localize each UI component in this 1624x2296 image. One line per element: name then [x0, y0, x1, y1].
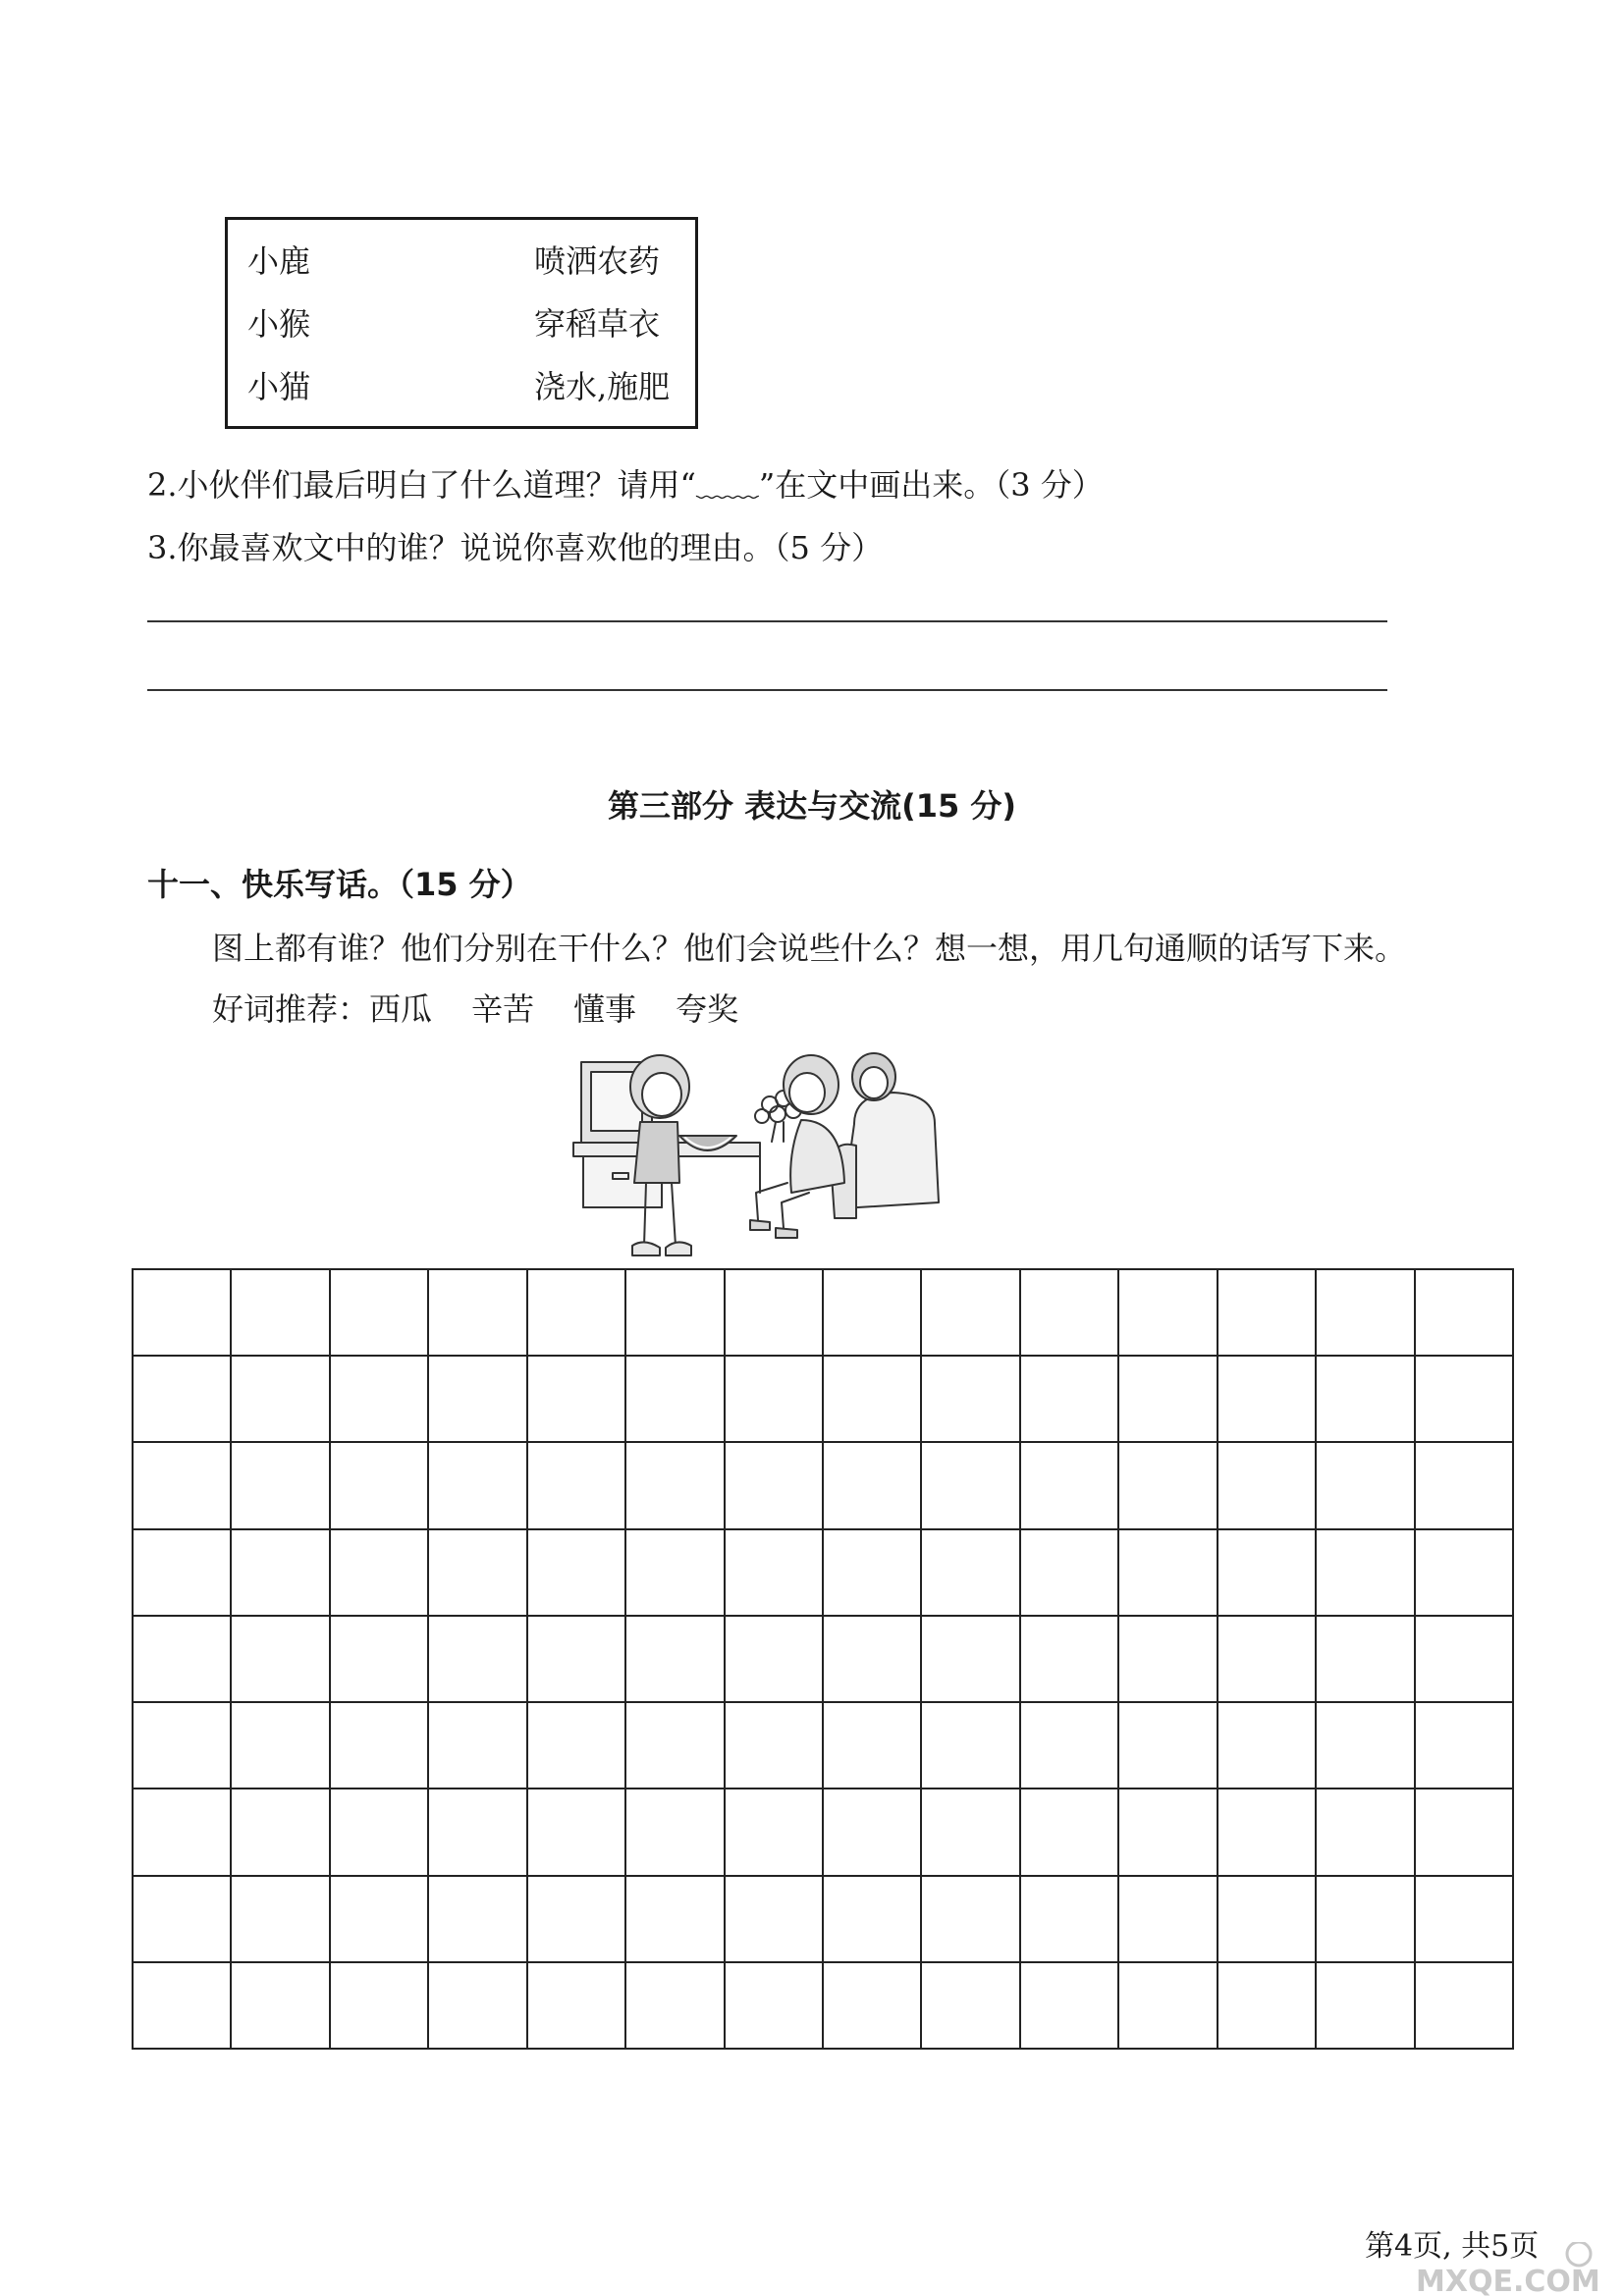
grid-cell[interactable] [1416, 1357, 1514, 1443]
grid-cell[interactable] [528, 1877, 626, 1963]
recommended-word: 西瓜 [369, 990, 433, 1028]
grid-cell[interactable] [626, 1789, 725, 1876]
grid-cell[interactable] [134, 1530, 232, 1617]
grid-cell[interactable] [1021, 1877, 1119, 1963]
grandma-figure [750, 1055, 844, 1238]
grid-cell[interactable] [1119, 1617, 1218, 1703]
grid-cell[interactable] [429, 1443, 527, 1529]
grid-cell[interactable] [824, 1530, 922, 1617]
matching-row [228, 367, 695, 406]
grid-cell[interactable] [331, 1789, 429, 1876]
grid-cell[interactable] [232, 1963, 330, 2050]
grid-cell[interactable] [528, 1963, 626, 2050]
grid-cell[interactable] [1317, 1270, 1415, 1357]
grid-cell[interactable] [824, 1877, 922, 1963]
grid-cell[interactable] [1317, 1617, 1415, 1703]
grid-cell[interactable] [726, 1270, 824, 1357]
grid-cell[interactable] [1218, 1270, 1317, 1357]
grid-cell[interactable] [1317, 1789, 1415, 1876]
grid-cell[interactable] [134, 1443, 232, 1529]
grid-cell[interactable] [1119, 1530, 1218, 1617]
grid-cell[interactable] [1021, 1270, 1119, 1357]
grid-cell[interactable] [232, 1443, 330, 1529]
matching-row [228, 304, 695, 344]
grid-cell[interactable] [1416, 1530, 1514, 1617]
grid-cell[interactable] [1416, 1270, 1514, 1357]
question-3: 3.你最喜欢文中的谁？说说你喜欢他的理由。（5 分） [147, 529, 884, 566]
mother-figure [852, 1053, 895, 1100]
grid-cell[interactable] [429, 1877, 527, 1963]
grid-cell[interactable] [1416, 1703, 1514, 1789]
recommended-word: 夸奖 [676, 990, 739, 1028]
svg-text:MXQE.COM: MXQE.COM [1416, 2265, 1600, 2296]
grid-cell[interactable] [1119, 1270, 1218, 1357]
grid-cell[interactable] [626, 1963, 725, 2050]
grid-cell[interactable] [134, 1270, 232, 1357]
grid-cell[interactable] [922, 1877, 1020, 1963]
grid-cell[interactable] [528, 1443, 626, 1529]
grid-cell[interactable] [1119, 1789, 1218, 1876]
grid-cell[interactable] [1119, 1877, 1218, 1963]
grid-cell[interactable] [429, 1703, 527, 1789]
grid-cell[interactable] [626, 1617, 725, 1703]
grid-cell[interactable] [1021, 1443, 1119, 1529]
question-2: 2.小伙伴们最后明白了什么道理？请用“﹏﹏”在文中画出来。（3 分） [147, 466, 1104, 504]
grid-cell[interactable] [1218, 1530, 1317, 1617]
grid-cell[interactable] [528, 1617, 626, 1703]
grid-cell[interactable] [232, 1877, 330, 1963]
grid-cell[interactable] [824, 1617, 922, 1703]
grid-cell[interactable] [922, 1789, 1020, 1876]
grid-cell[interactable] [726, 1877, 824, 1963]
grid-cell[interactable] [528, 1530, 626, 1617]
grid-cell[interactable] [331, 1530, 429, 1617]
grid-cell[interactable] [1021, 1357, 1119, 1443]
grid-cell[interactable] [626, 1703, 725, 1789]
grid-cell[interactable] [1317, 1530, 1415, 1617]
grid-cell[interactable] [1218, 1357, 1317, 1443]
grid-cell[interactable] [1021, 1703, 1119, 1789]
grid-cell[interactable] [922, 1443, 1020, 1529]
grid-cell[interactable] [726, 1963, 824, 2050]
grid-cell[interactable] [232, 1617, 330, 1703]
grid-cell[interactable] [232, 1530, 330, 1617]
grid-cell[interactable] [331, 1617, 429, 1703]
grid-cell[interactable] [1021, 1789, 1119, 1876]
grid-cell[interactable] [1317, 1357, 1415, 1443]
grid-cell[interactable] [134, 1789, 232, 1876]
matching-box [225, 217, 698, 429]
recommended-word: 辛苦 [471, 990, 535, 1028]
grid-cell[interactable] [1317, 1443, 1415, 1529]
grid-cell[interactable] [922, 1530, 1020, 1617]
matching-right-item: 穿稻草衣 [534, 305, 661, 343]
grid-cell[interactable] [528, 1270, 626, 1357]
grid-cell[interactable] [331, 1963, 429, 2050]
grid-cell[interactable] [1218, 1443, 1317, 1529]
grid-cell[interactable] [429, 1530, 527, 1617]
grid-cell[interactable] [232, 1789, 330, 1876]
grid-cell[interactable] [726, 1443, 824, 1529]
grid-cell[interactable] [1021, 1530, 1119, 1617]
matching-left-item: 小猫 [247, 368, 311, 405]
grid-cell[interactable] [922, 1703, 1020, 1789]
grid-cell[interactable] [1416, 1443, 1514, 1529]
grid-cell[interactable] [922, 1357, 1020, 1443]
grid-cell[interactable] [1317, 1963, 1415, 2050]
grid-cell[interactable] [429, 1963, 527, 2050]
grid-cell[interactable] [1119, 1357, 1218, 1443]
grid-cell[interactable] [626, 1530, 725, 1617]
grid-cell[interactable] [726, 1703, 824, 1789]
grid-cell[interactable] [824, 1443, 922, 1529]
grid-cell[interactable] [626, 1270, 725, 1357]
grid-cell[interactable] [429, 1357, 527, 1443]
recommended-words [212, 989, 778, 1029]
matching-row [228, 241, 695, 281]
grid-cell[interactable] [134, 1617, 232, 1703]
matching-right-item: 浇水,施肥 [534, 368, 671, 405]
grid-cell[interactable] [1317, 1877, 1415, 1963]
grid-cell[interactable] [824, 1963, 922, 2050]
grid-cell[interactable] [331, 1703, 429, 1789]
page-number: 第4页, 共5页 [1365, 2229, 1540, 2264]
grid-cell[interactable] [726, 1617, 824, 1703]
family-illustration [569, 1045, 1001, 1273]
grid-cell[interactable] [232, 1357, 330, 1443]
writing-prompt: 图上都有谁？他们分别在干什么？他们会说些什么？想一想，用几句通顺的话写下来。 [212, 930, 1407, 967]
grid-cell[interactable] [824, 1703, 922, 1789]
answer-line[interactable] [147, 620, 1387, 622]
recommended-word: 懂事 [573, 990, 637, 1028]
recommended-words-label: 好词推荐： [212, 990, 370, 1028]
grid-cell[interactable] [1416, 1617, 1514, 1703]
grid-cell[interactable] [1119, 1443, 1218, 1529]
grid-cell[interactable] [726, 1530, 824, 1617]
grid-cell[interactable] [626, 1357, 725, 1443]
watermark-logo [1414, 2242, 1624, 2296]
grid-cell[interactable] [331, 1270, 429, 1357]
grid-cell[interactable] [1416, 1963, 1514, 2050]
grid-cell[interactable] [824, 1357, 922, 1443]
grid-cell[interactable] [824, 1789, 922, 1876]
grid-cell[interactable] [331, 1877, 429, 1963]
grid-cell[interactable] [232, 1703, 330, 1789]
grid-cell[interactable] [1218, 1877, 1317, 1963]
grid-cell[interactable] [429, 1617, 527, 1703]
writing-grid[interactable] [132, 1268, 1514, 2050]
grid-cell[interactable] [1021, 1617, 1119, 1703]
grid-cell[interactable] [1119, 1963, 1218, 2050]
grid-cell[interactable] [922, 1963, 1020, 2050]
grid-cell[interactable] [726, 1789, 824, 1876]
grid-cell[interactable] [1218, 1789, 1317, 1876]
armchair [831, 1093, 939, 1218]
grid-cell[interactable] [134, 1963, 232, 2050]
answer-line[interactable] [147, 689, 1387, 691]
grid-cell[interactable] [331, 1443, 429, 1529]
grid-cell[interactable] [232, 1270, 330, 1357]
grid-cell[interactable] [134, 1877, 232, 1963]
grid-cell[interactable] [528, 1703, 626, 1789]
grid-cell[interactable] [1218, 1963, 1317, 2050]
matching-left-item: 小鹿 [247, 242, 311, 280]
grid-cell[interactable] [1317, 1703, 1415, 1789]
matching-right-item: 喷洒农药 [534, 242, 661, 280]
grid-cell[interactable] [429, 1270, 527, 1357]
grid-cell[interactable] [528, 1357, 626, 1443]
grid-cell[interactable] [626, 1443, 725, 1529]
section-title: 第三部分 表达与交流(15 分) [607, 787, 1017, 825]
grid-cell[interactable] [1218, 1617, 1317, 1703]
grid-cell[interactable] [726, 1357, 824, 1443]
grid-cell[interactable] [1416, 1789, 1514, 1876]
grid-cell[interactable] [1218, 1703, 1317, 1789]
grid-cell[interactable] [1416, 1877, 1514, 1963]
grid-cell[interactable] [626, 1877, 725, 1963]
question-11-heading: 十一、快乐写话。（15 分） [147, 866, 532, 903]
grid-cell[interactable] [429, 1789, 527, 1876]
grid-cell[interactable] [922, 1617, 1020, 1703]
grid-cell[interactable] [528, 1789, 626, 1876]
grid-cell[interactable] [922, 1270, 1020, 1357]
grid-cell[interactable] [331, 1357, 429, 1443]
grid-cell[interactable] [824, 1270, 922, 1357]
grid-cell[interactable] [1119, 1703, 1218, 1789]
matching-left-item: 小猴 [247, 305, 311, 343]
grid-cell[interactable] [1021, 1963, 1119, 2050]
grid-cell[interactable] [134, 1703, 232, 1789]
grid-cell[interactable] [134, 1357, 232, 1443]
